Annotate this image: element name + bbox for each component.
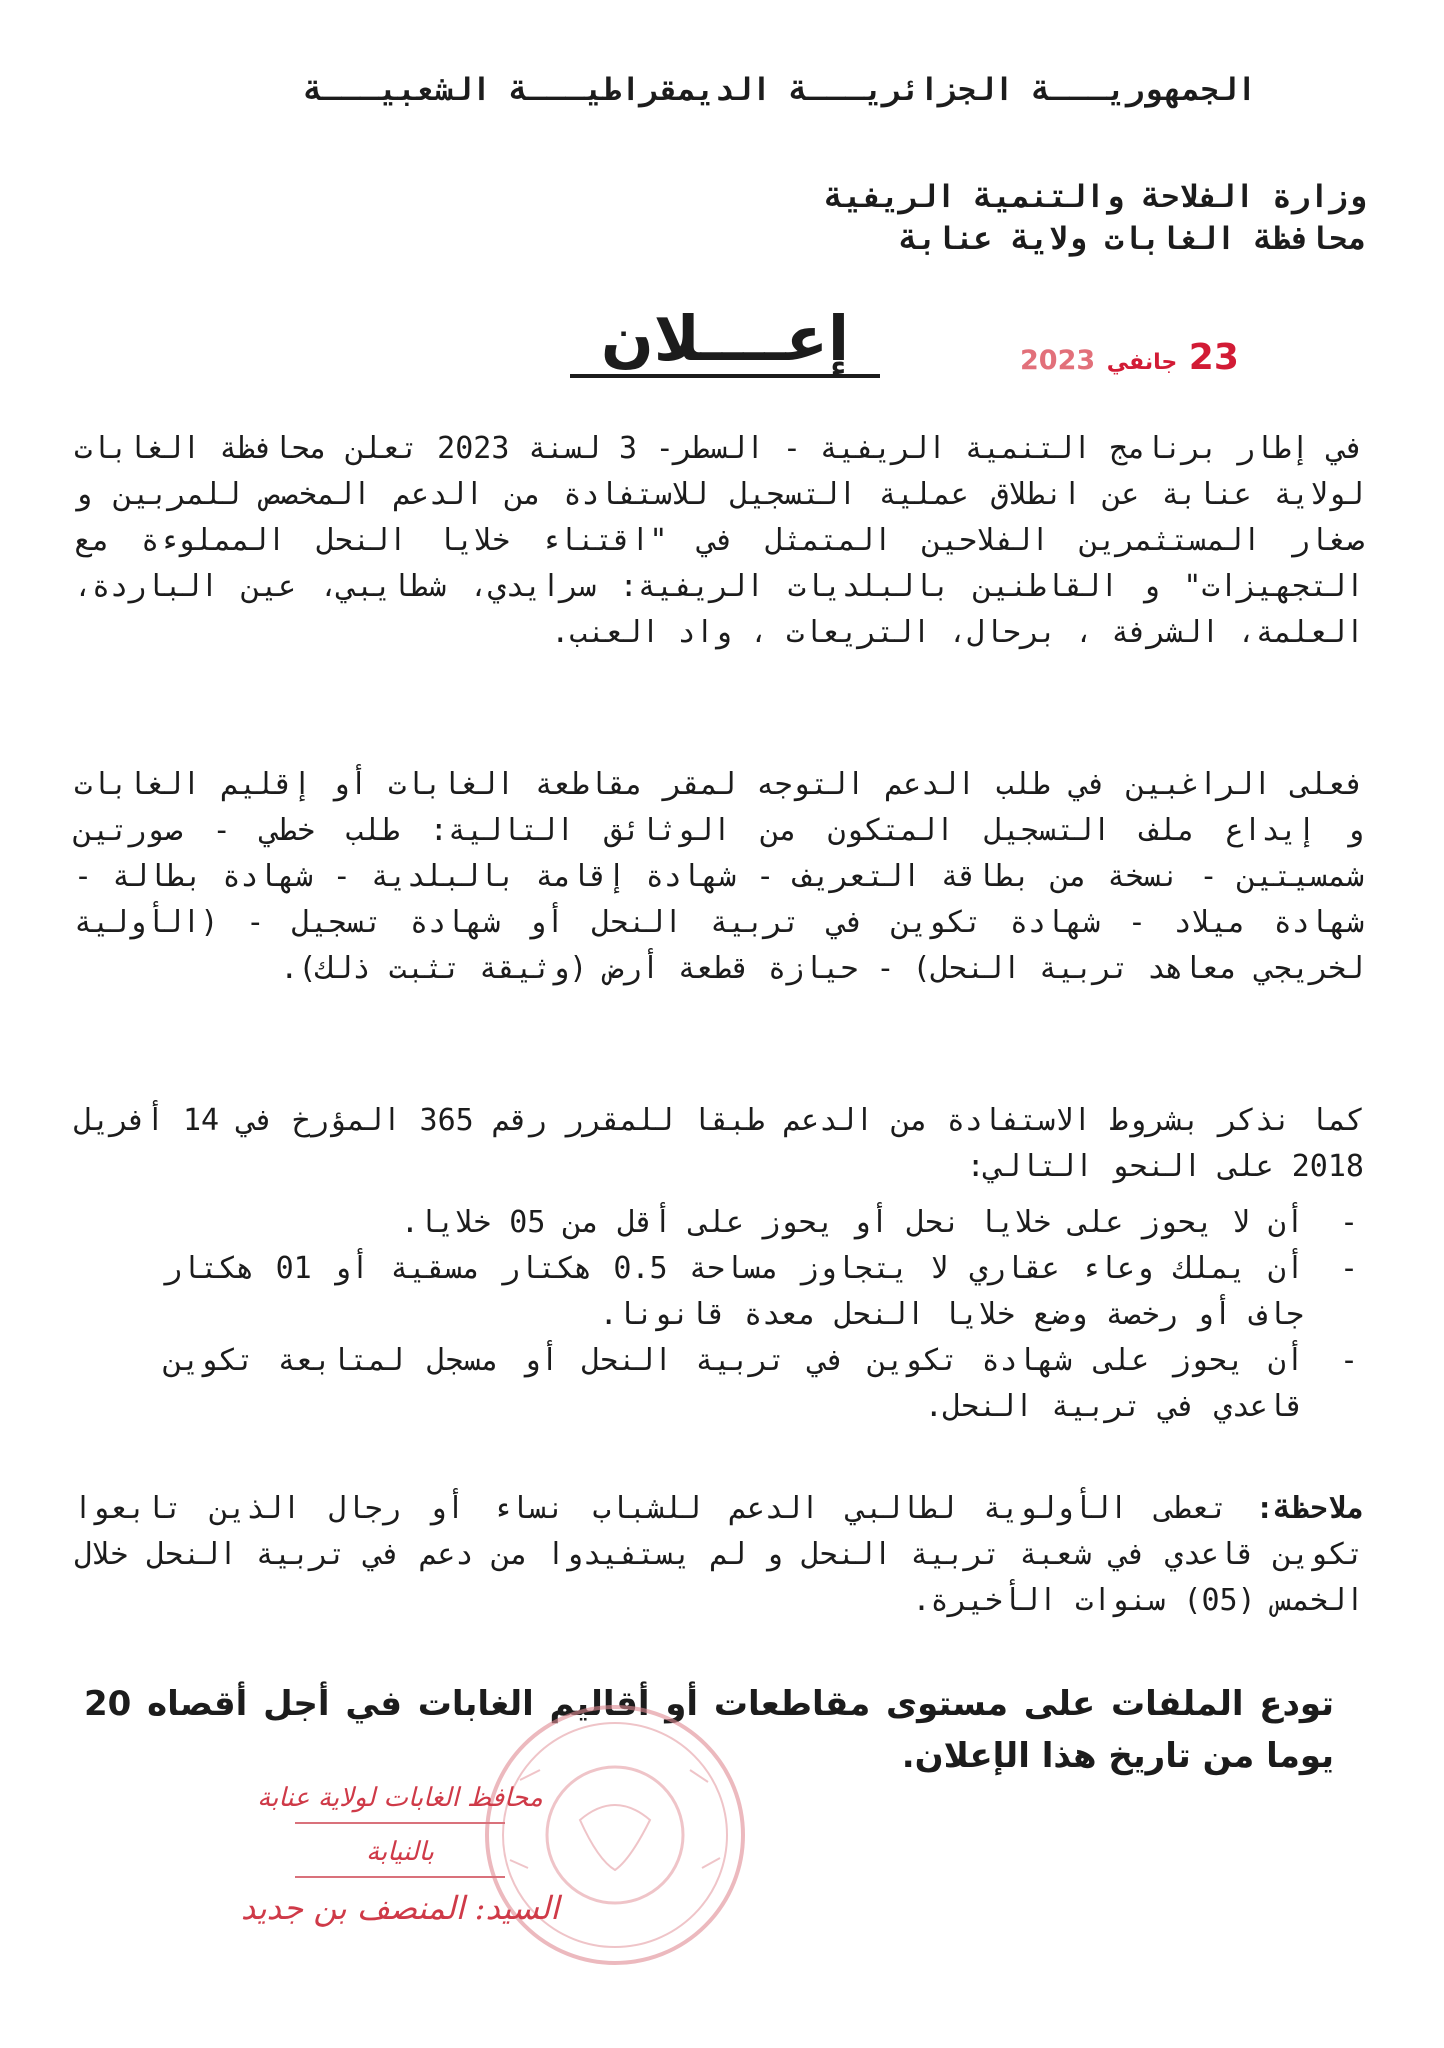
date-month: جانفي <box>1106 350 1178 375</box>
announcement-title: إعــــلان <box>570 304 880 378</box>
list-bullet: - <box>1339 1251 1360 1286</box>
condition-text: أن يحوز على شهادة تكوين في تربية النحل أو مسجل لمتابعة تكوين قاعدي في تربية النحل. <box>164 1343 1304 1424</box>
signature-divider <box>295 1876 505 1878</box>
condition-item <box>74 1338 1364 1430</box>
condition-text: أن يملك وعاء عقاري لا يتجاوز مساحة 0.5 هكتار مسقية أو 01 هكتار جاف أو رخصة وضع خلايا النحل معدة قانونا. <box>164 1251 1305 1332</box>
directorate-name: محافظة الغابات ولاية عنابة <box>899 221 1366 257</box>
deposit-notice: تودع الملفات على مستوى مقاطعات أو أقاليم الغابات في أجل أقصاه 20 يوما من تاريخ هذا الإعلان. <box>84 1684 1334 1776</box>
paragraph-documents: فعلى الراغبين في طلب الدعم التوجه لمقر مقاطعة الغابات أو إقليم الغابات و إيداع ملف التسجيل المتكون من الوثائق التالية: طلب خطي - صورتين شمسيتين - نسخة من بطاقة التعريف - شهادة إقامة بالبلدية - شهادة بطالة - شهادة ميلاد - شهادة تكوين في تربية النحل أو شهادة تسجيل - (الأولية لخريجي معاهد تربية النحل) - حيازة قطعة أرض (وثيقة تثبت ذلك). <box>74 767 1364 986</box>
note-text: تعطى الأولوية لطالبي الدعم للشباب نساء أو رجال الذين تابعوا تكوين قاعدي في شعبة تربية النحل و لم يستفيدوا من دعم في تربية النحل خلال الخمس (05) سنوات الأخيرة. <box>74 1491 1364 1618</box>
list-bullet: - <box>1339 1205 1360 1240</box>
signature-role: محافظ الغابات لولاية عنابة <box>257 1783 543 1813</box>
signature-block <box>200 1776 600 1932</box>
signature-divider <box>295 1822 505 1824</box>
republic-header: الجمهوريـــة الجزائريـــة الديمقراطيـــة الشعبيـــة <box>304 72 1256 108</box>
date-year: 2023 <box>1020 345 1096 376</box>
conditions-list <box>74 1200 1364 1430</box>
list-bullet: - <box>1339 1343 1360 1378</box>
condition-item <box>74 1200 1364 1246</box>
condition-item <box>74 1246 1364 1338</box>
ministry-name: وزارة الفلاحة والتنمية الريفية <box>824 179 1366 215</box>
date-day: 23 <box>1188 337 1239 378</box>
signatory-name: السيد: المنصف بن جديد <box>240 1889 560 1927</box>
paragraph-conditions-intro: كما نذكر بشروط الاستفادة من الدعم طبقا للمقرر رقم 365 المؤرخ في 14 أفريل 2018 على النحو التالي: <box>74 1103 1365 1184</box>
paragraph-program: في إطار برنامج التنمية الريفية - السطر- 3 لسنة 2023 تعلن محافظة الغابات لولاية عنابة عن انطلاق عملية التسجيل للاستفادة من الدعم المخصص للمربين و صغار المستثمرين الفلاحين المتمثل في "اقتناء خلايا النحل المملوءة مع التجهيزات" و القاطنين بالبلديات الريفية: سرايدي، شطايبي، عين الباردة، العلمة، الشرفة ، برحال، التريعات ، واد العنب. <box>74 431 1364 650</box>
condition-text: أن لا يحوز على خلايا نحل أو يحوز على أقل من 05 خلايا. <box>400 1205 1304 1240</box>
note-label: ملاحظة: <box>1255 1491 1364 1526</box>
note-paragraph <box>74 1486 1364 1624</box>
ministry-block <box>666 176 1366 260</box>
signature-delegation: بالنيابة <box>366 1837 434 1867</box>
date-stamp <box>1020 337 1239 378</box>
